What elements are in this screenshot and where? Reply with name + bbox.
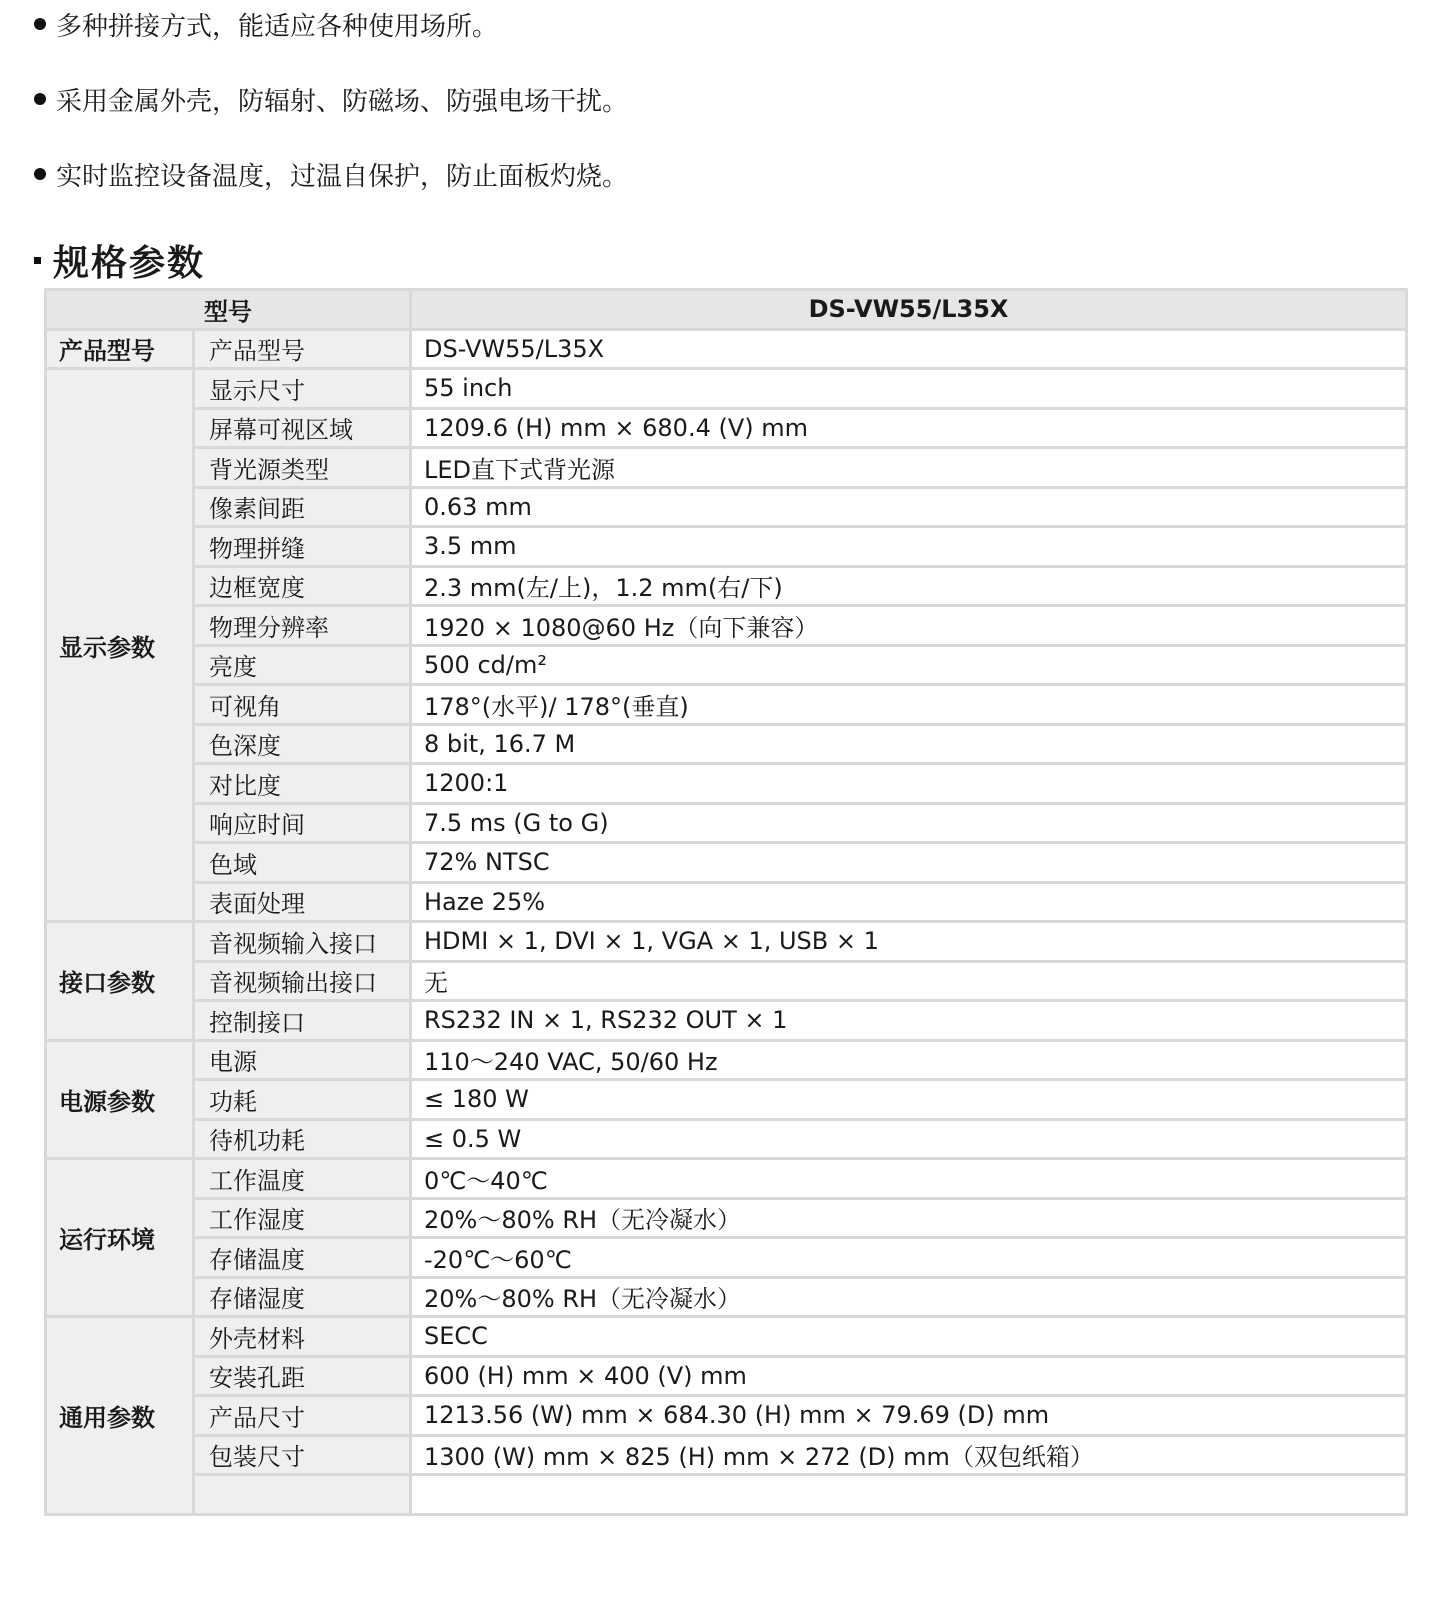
table-row: [46, 1040, 1407, 1080]
table-row: [46, 1198, 1407, 1238]
spec-value: 0℃～40℃: [411, 1159, 1407, 1199]
table-row: [46, 566, 1407, 606]
table-row: [46, 1080, 1407, 1120]
spec-value: 1209.6 (H) mm × 680.4 (V) mm: [411, 408, 1407, 448]
spec-value: 72% NTSC: [411, 843, 1407, 883]
spec-label: 电源: [194, 1040, 411, 1080]
table-row: [46, 803, 1407, 843]
spec-label: 对比度: [194, 764, 411, 804]
table-row: [46, 843, 1407, 883]
table-row: [46, 1001, 1407, 1041]
feature-bullet: [34, 79, 628, 119]
spec-value: -20℃～60℃: [411, 1238, 1407, 1278]
table-row: [46, 685, 1407, 725]
spec-value: 20%～80% RH（无冷凝水）: [411, 1277, 1407, 1317]
table-row: [46, 961, 1407, 1001]
spec-label: 存储湿度: [194, 1277, 411, 1317]
spec-label: 工作湿度: [194, 1198, 411, 1238]
spec-value: 55 inch: [411, 369, 1407, 409]
table-row: [46, 1435, 1407, 1475]
table-row: [46, 1119, 1407, 1159]
spec-label: 音视频输入接口: [194, 922, 411, 962]
bullet-dot-icon: [34, 18, 46, 30]
table-row: [46, 724, 1407, 764]
spec-label: 屏幕可视区域: [194, 408, 411, 448]
feature-text: 多种拼接方式，能适应各种使用场所。: [56, 11, 499, 42]
table-row: [46, 1238, 1407, 1278]
table-row: [46, 487, 1407, 527]
spec-table: [44, 288, 1408, 1516]
section-title-text: 规格参数: [53, 242, 206, 284]
spec-value: 1920 × 1080@60 Hz（向下兼容）: [411, 606, 1407, 646]
table-row: [46, 329, 1407, 369]
spec-label: 产品尺寸: [194, 1396, 411, 1436]
spec-label: 工作温度: [194, 1159, 411, 1199]
section-marker-icon: [34, 257, 41, 264]
spec-value: 1213.56 (W) mm × 684.30 (H) mm × 79.69 (D) mm: [411, 1396, 1407, 1436]
spec-label: 亮度: [194, 645, 411, 685]
spec-value: 无: [411, 961, 1407, 1001]
spec-label: 安装孔距: [194, 1356, 411, 1396]
spec-label: 色深度: [194, 724, 411, 764]
table-row: [46, 606, 1407, 646]
bullet-dot-icon: [34, 168, 46, 180]
header-model-label: 型号: [46, 290, 411, 330]
spec-label: [194, 1475, 411, 1515]
table-row: [46, 764, 1407, 804]
table-row: [46, 369, 1407, 409]
header-model-value: DS-VW55/L35X: [411, 290, 1407, 330]
spec-value: ≤ 180 W: [411, 1080, 1407, 1120]
spec-value: 178°(水平)/ 178°(垂直): [411, 685, 1407, 725]
table-row: [46, 1356, 1407, 1396]
table-row: [46, 1317, 1407, 1357]
spec-value: Haze 25%: [411, 882, 1407, 922]
spec-label: 边框宽度: [194, 566, 411, 606]
table-row: [46, 448, 1407, 488]
table-row: [46, 1396, 1407, 1436]
bullet-dot-icon: [34, 93, 46, 105]
spec-label: 音视频输出接口: [194, 961, 411, 1001]
group-power: 电源参数: [46, 1040, 194, 1159]
spec-value: 0.63 mm: [411, 487, 1407, 527]
spec-label: 物理拼缝: [194, 527, 411, 567]
spec-value: 8 bit, 16.7 M: [411, 724, 1407, 764]
table-row: [46, 645, 1407, 685]
spec-label: 控制接口: [194, 1001, 411, 1041]
spec-value: SECC: [411, 1317, 1407, 1357]
spec-label: 功耗: [194, 1080, 411, 1120]
spec-value: ≤ 0.5 W: [411, 1119, 1407, 1159]
table-row: [46, 527, 1407, 567]
spec-value: DS-VW55/L35X: [411, 329, 1407, 369]
feature-bullet: [34, 4, 498, 44]
spec-label: 像素间距: [194, 487, 411, 527]
group-environment: 运行环境: [46, 1159, 194, 1317]
spec-value: 3.5 mm: [411, 527, 1407, 567]
feature-text: 实时监控设备温度，过温自保护，防止面板灼烧。: [56, 161, 629, 192]
feature-text: 采用金属外壳，防辐射、防磁场、防强电场干扰。: [56, 86, 629, 117]
table-row: [46, 882, 1407, 922]
group-general: 通用参数: [46, 1317, 194, 1515]
group-interface: 接口参数: [46, 922, 194, 1041]
spec-value: 600 (H) mm × 400 (V) mm: [411, 1356, 1407, 1396]
spec-label: 响应时间: [194, 803, 411, 843]
group-display: 显示参数: [46, 369, 194, 922]
section-title: [34, 236, 205, 284]
spec-value: 500 cd/m²: [411, 645, 1407, 685]
spec-value: 2.3 mm(左/上)，1.2 mm(右/下): [411, 566, 1407, 606]
feature-bullet: [34, 154, 628, 194]
spec-value: 7.5 ms (G to G): [411, 803, 1407, 843]
spec-label: 背光源类型: [194, 448, 411, 488]
table-row: [46, 408, 1407, 448]
spec-label: 产品型号: [194, 329, 411, 369]
table-row: [46, 1277, 1407, 1317]
spec-label: 外壳材料: [194, 1317, 411, 1357]
spec-value: 1300 (W) mm × 825 (H) mm × 272 (D) mm（双包纸箱）: [411, 1435, 1407, 1475]
spec-label: 表面处理: [194, 882, 411, 922]
spec-value: 20%～80% RH（无冷凝水）: [411, 1198, 1407, 1238]
spec-label: 显示尺寸: [194, 369, 411, 409]
spec-value: [411, 1475, 1407, 1515]
spec-label: 存储温度: [194, 1238, 411, 1278]
group-product-model: 产品型号: [46, 329, 194, 369]
spec-value: RS232 IN × 1, RS232 OUT × 1: [411, 1001, 1407, 1041]
spec-label: 可视角: [194, 685, 411, 725]
spec-label: 待机功耗: [194, 1119, 411, 1159]
spec-value: 1200:1: [411, 764, 1407, 804]
table-row: [46, 922, 1407, 962]
spec-label: 色域: [194, 843, 411, 883]
spec-value: LED直下式背光源: [411, 448, 1407, 488]
table-row: [46, 1159, 1407, 1199]
spec-label: 物理分辨率: [194, 606, 411, 646]
spec-value: 110～240 VAC, 50/60 Hz: [411, 1040, 1407, 1080]
spec-label: 包装尺寸: [194, 1435, 411, 1475]
table-row: [46, 1475, 1407, 1515]
table-header-row: [46, 290, 1407, 330]
spec-value: HDMI × 1, DVI × 1, VGA × 1, USB × 1: [411, 922, 1407, 962]
